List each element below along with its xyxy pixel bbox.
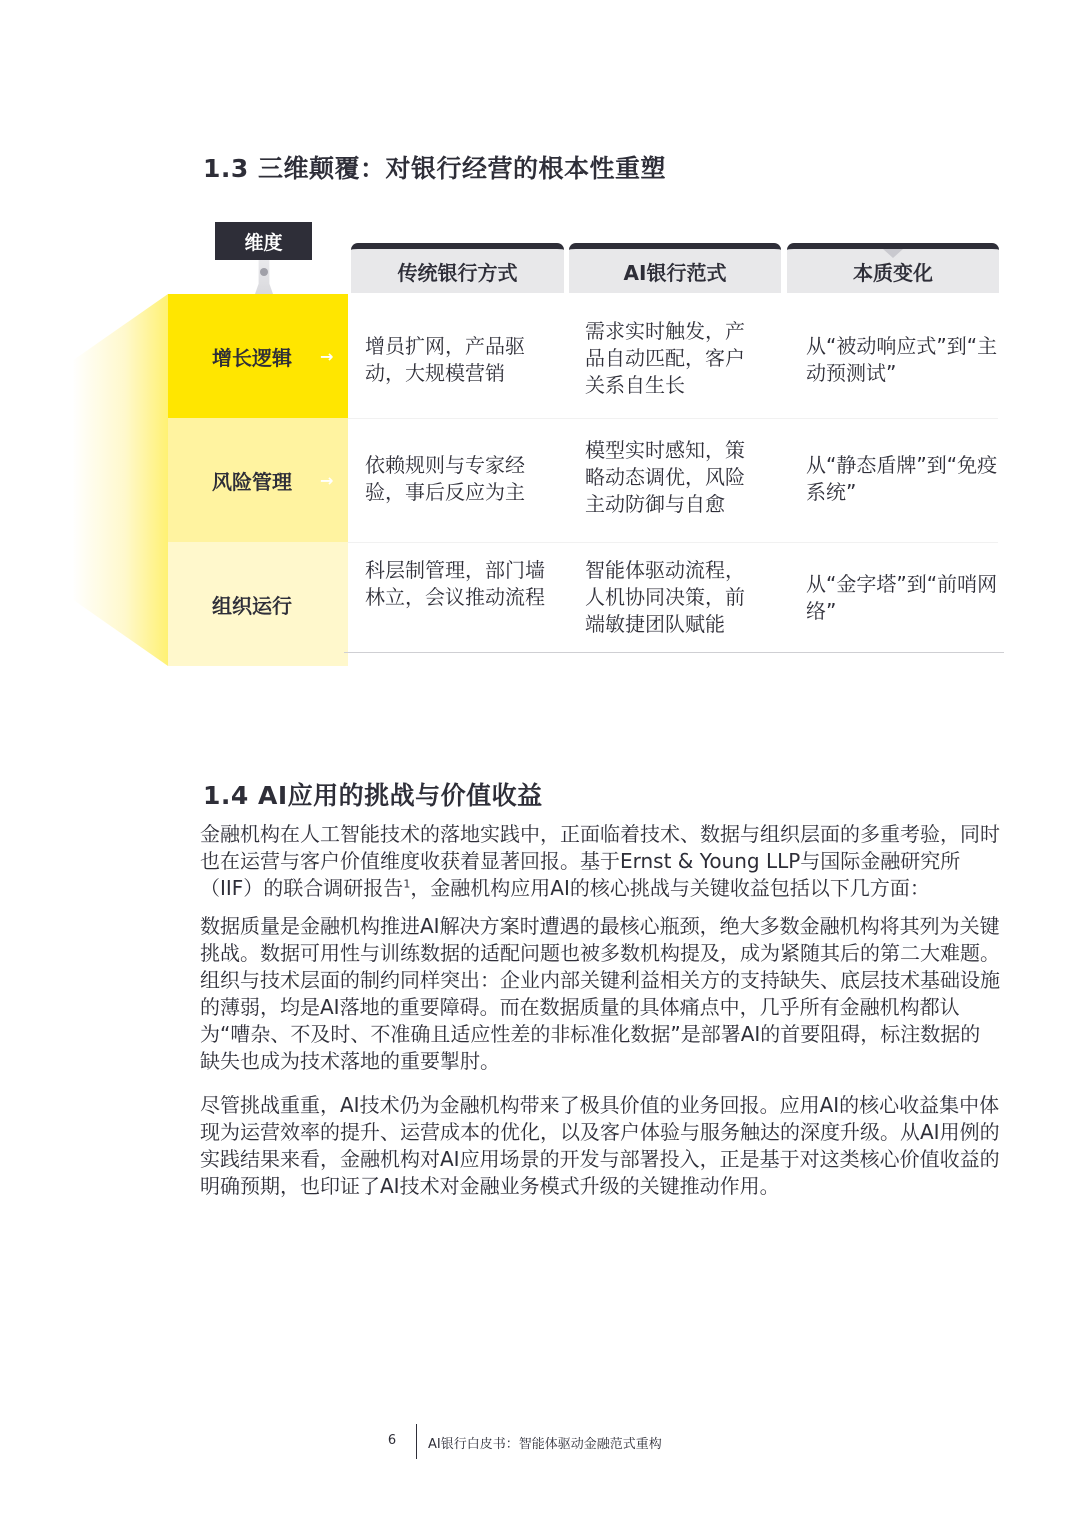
cell-growth-ai: 需求实时触发，产品自动匹配，客户关系自生长 (585, 319, 745, 397)
row-divider (348, 542, 998, 543)
cell-org-traditional: 科层制管理，部门墙林立，会议推动流程 (365, 558, 545, 609)
footnote-reference[interactable]: 1 (403, 877, 411, 891)
cell-risk-ai: 模型实时感知，策略动态调优，风险主动防御与自愈 (585, 438, 745, 516)
dimension-badge: 维度 (215, 222, 312, 260)
table-bottom-border (344, 652, 1004, 653)
cell-risk-traditional: 依赖规则与专家经验，事后反应为主 (365, 453, 525, 504)
row-label-text: 组织运行 (212, 593, 292, 618)
header-notch-decoration (883, 249, 903, 258)
column-header-ai: AI银行范式 (569, 243, 781, 293)
row-label-org (168, 542, 348, 666)
row-glow-decoration (72, 294, 168, 666)
row-divider (348, 418, 998, 419)
body-paragraph (200, 821, 1000, 902)
paragraph-text: 金融机构在人工智能技术的落地实践中，正面临着技术、数据与组织层面的多重考验，同时也在运营与客户价值维度收获着显著回报。基于Ernst & Young LLP与国际金融研究所（IIF）的联合调研报告 (200, 822, 1000, 900)
column-header-traditional: 传统银行方式 (351, 243, 564, 293)
body-paragraph: 尽管挑战重重，AI技术仍为金融机构带来了极具价值的业务回报。应用AI的核心收益集中体现为运营效率的提升、运营成本的优化，以及客户体验与服务触达的深度升级。从AI用例的实践结果来看，金融机构对AI应用场景的开发与部署投入，正是基于对这类核心价值收益的明确预期，也印证了AI技术对金融业务模式升级的关键推动作用。 (200, 1093, 1000, 1198)
body-paragraph: 数据质量是金融机构推进AI解决方案时遭遇的最核心瓶颈，绝大多数金融机构将其列为关键挑战。数据可用性与训练数据的适配问题也被多数机构提及，成为紧随其后的第二大难题。组织与技术层面的制约同样突出：企业内部关键利益相关方的支持缺失、底层技术基础设施的薄弱，均是AI落地的重要障碍。而在数据质量的具体痛点中，几乎所有金融机构都认为“嘈杂、不及时、不准确且适应性差的非标准化数据”是部署AI的首要阻碍，标注数据的缺失也成为技术落地的重要掣肘。 (200, 914, 1000, 1073)
arrow-right-icon: → (320, 346, 334, 366)
cell-org-change: 从“金字塔”到“前哨网络” (806, 572, 998, 623)
row-label-risk (168, 418, 348, 542)
cell-growth-change: 从“被动响应式”到“主动预测试” (806, 334, 998, 385)
row-label-text: 风险管理 (212, 469, 292, 494)
section-title: 1.3 三维颠覆：对银行经营的根本性重塑 (203, 154, 666, 183)
cell-growth-traditional: 增员扩网，产品驱动，大规模营销 (365, 334, 525, 385)
cell-org-ai: 智能体驱动流程，人机协同决策，前端敏捷团队赋能 (585, 558, 745, 636)
badge-dot-icon (260, 268, 268, 276)
column-header-change: 本质变化 (787, 243, 999, 293)
arrow-right-icon: → (320, 470, 334, 490)
page-number: 6 (387, 1433, 397, 1448)
paragraph-text: ，金融机构应用AI的核心挑战与关键收益包括以下几方面： (410, 876, 930, 900)
footer-doc-title: AI银行白皮书：智能体驱动金融范式重构 (428, 1437, 662, 1452)
cell-risk-change: 从“静态盾牌”到“免疫系统” (806, 453, 998, 504)
badge-connector (255, 260, 273, 294)
section-title: 1.4 AI应用的挑战与价值收益 (203, 781, 543, 810)
footer-divider (416, 1424, 417, 1459)
row-label-growth (168, 294, 348, 418)
row-label-text: 增长逻辑 (212, 345, 292, 370)
